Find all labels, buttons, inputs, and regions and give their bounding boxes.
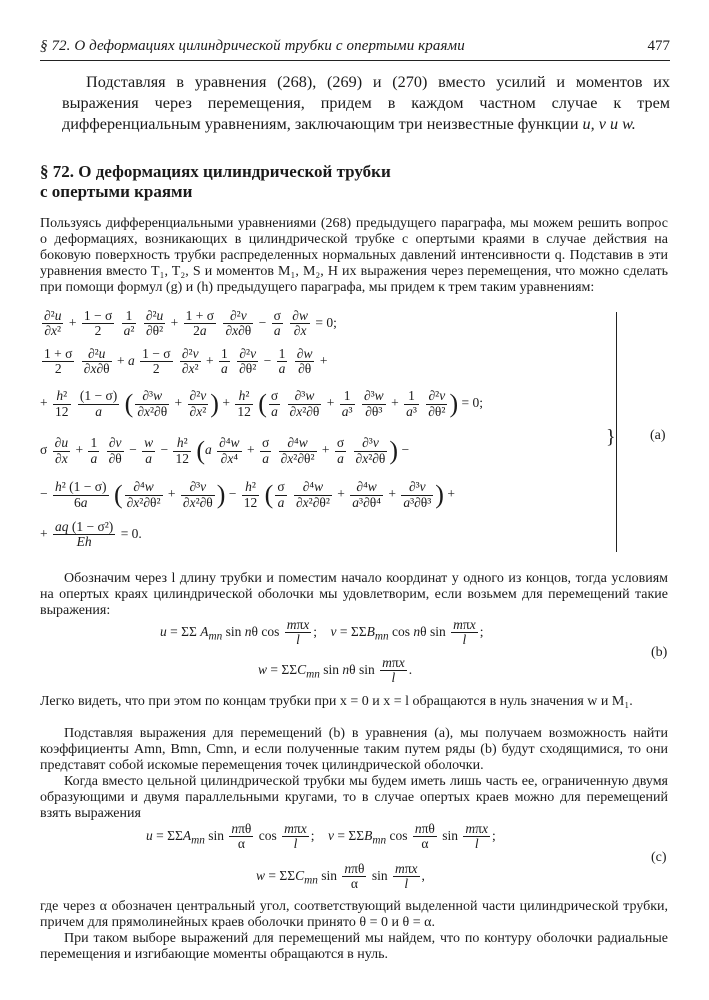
equation-a-line1: $\frac{\text{∂²u}}{\text{∂x²}}$ + $\frac{1 - \sigma}{2}$ $\frac{1}{\text{a²}}$ $\frac{\text{∂²u}}{\text{∂θ²}}$ + $\frac{1 + \sigma}{2a}$ $\frac{\text{∂²v}}{\partial x\partial\theta}$ − $\frac{\sigma}{a}$ $\frac{\partial w}{\partial x}$ = 0; <box>44 308 337 339</box>
equation-a-line2: $\frac{1 + \sigma}{2}$ $\frac{\text{∂²u}}{\partial x\partial\theta}$ + a $\frac{1 - \sigma}{2}$ $\frac{\text{∂²v}}{\text{∂x²}}$ + $\frac{1}{a}$ $\frac{\text{∂²v}}{\text{∂θ²}}$ − $\frac{1}{a}$ $\frac{\partial w}{\partial\theta}$ + <box>44 346 328 377</box>
paragraph-7: При таком выборе выражений для перемещений мы найдем, что по контуру оболочки радиальные перемещения и изгибающие моменты обращаются в нуль. <box>40 931 668 962</box>
intro-vars: u, v и w. <box>582 115 636 133</box>
paragraph-2: Обозначим через l длину трубки и поместим начало координат у одного из концов, тогда условиям на опертых краях цилиндрической оболочки мы удовлетворим, если возьмем для перемещений такие выражения: <box>40 571 668 618</box>
equation-b-line2: $w = \Sigma\Sigma C_{mn}$ sin nθ sin $\frac{\text{mπx}}{l}$ . <box>258 655 413 686</box>
equation-label-c: (c) <box>651 850 667 865</box>
page-number: 477 <box>647 38 670 54</box>
equation-c-line2: $w = \Sigma\Sigma C_{mn}$ sin $\frac{\text{nπθ}}{\alpha}$ sin $\frac{\text{mπx}}{l}$ , <box>256 861 425 892</box>
equation-b-line1: u = ΣΣ $A_{mn}$ sin nθ cos $\frac{\text{mπx}}{l}$ ; $v = \Sigma\Sigma B_{mn}$ cos nθ sin $\frac{\text{mπx}}{l}$ ; <box>160 617 484 648</box>
equation-c-line1: $u = \Sigma\Sigma A_{mn}$ sin $\frac{\text{nπθ}}{\alpha}$ cos $\frac{\text{mπx}}{l}$ ; $v = \Sigma\Sigma B_{mn}$ cos $\frac{\text{nπθ}}{\alpha}$ sin $\frac{\text{mπx}}{l}$ ; <box>146 821 496 852</box>
section-title <box>40 162 640 202</box>
equation-a-line4: σ $\frac{\partial u}{\partial x}$ + $\frac{1}{a}$ $\frac{\partial v}{\partial\theta}$ − $\frac{w}{a}$ − $\frac{\text{h²}}{12}$ (a $\frac{\text{∂⁴w}}{\text{∂x⁴}}$ + $\frac{\sigma}{a}$ $\frac{\text{∂⁴w}}{\text{∂x²∂θ²}}$ + $\frac{\sigma}{a}$ $\frac{\text{∂³v}}{\text{∂x²∂θ}}$ ) − <box>40 435 410 466</box>
running-head: § 72. О деформациях цилиндрической трубки с опертыми краями <box>40 38 465 54</box>
paragraph-5: Когда вместо цельной цилиндрической трубки мы будем иметь лишь часть ее, ограниченную двумя образующими и двумя параллельными кругами, то в случае опертых краев можно для перемещений взять выражения <box>40 774 668 821</box>
page-header <box>40 36 670 61</box>
equation-a-line5: − $\frac{\text{h² (1 − σ)}}{6a}$ ( $\frac{\text{∂⁴w}}{\text{∂x²∂θ²}}$ + $\frac{\text{∂³v}}{\text{∂x²∂θ}}$ ) − $\frac{\text{h²}}{12}$ ( $\frac{\sigma}{a}$ $\frac{\text{∂⁴w}}{\text{∂x²∂θ²}}$ + $\frac{\text{∂⁴w}}{\text{a³∂θ⁴}}$ + $\frac{\text{∂³v}}{\text{a³∂θ³}}$ ) + <box>40 479 455 510</box>
equation-a-brace <box>616 312 617 552</box>
intro-text: Подставляя в уравнения (268), (269) и (270) вместо усилий и моментов их выражения через перемещения, придем в каждом частном случае к трем дифференциальным уравнениям, заключающим три неизвестные функции <box>62 73 670 133</box>
paragraph-3: Легко видеть, что при этом по концам трубки при x = 0 и x = l обращаются в нуль значения w и M₁. <box>40 694 633 709</box>
equation-a-brace-tip: } <box>606 426 616 448</box>
equation-label-b: (b) <box>651 645 668 660</box>
equation-a-line3: + $\frac{\text{h²}}{12}$ $\frac{(1 - \sigma)}{a}$ ( $\frac{\text{∂³w}}{\text{∂x²∂θ}}$ + $\frac{\text{∂²v}}{\text{∂x²}}$ ) + $\frac{\text{h²}}{12}$ ( $\frac{\sigma}{a}$ $\frac{\text{∂³w}}{\text{∂x²∂θ}}$ + $\frac{1}{\text{a³}}$ $\frac{\text{∂³w}}{\text{∂θ³}}$ + $\frac{1}{\text{a³}}$ $\frac{\text{∂²v}}{\text{∂θ²}}$ ) = 0; <box>40 388 483 419</box>
intro-paragraph <box>62 72 670 135</box>
paragraph-6: где через α обозначен центральный угол, соответствующий выделенной части цилиндрической трубки, причем для прямолинейных краев оболочки принято θ = 0 и θ = α. <box>40 899 668 930</box>
section-title-line1: § 72. О деформациях цилиндрической трубки <box>40 162 391 181</box>
equation-label-a: (a) <box>650 428 666 443</box>
equation-a-line6: + $\frac{\text{aq (1 − σ²)}}{Eh}$ = 0. <box>40 519 142 550</box>
paragraph-1: Пользуясь дифференциальными уравнениями (268) предыдущего параграфа, мы можем решить вопрос о деформациях, возникающих в цилиндрической трубке с опертыми краями в случае действия на боковую поверхность трубки распределенных нормальных давлений интенсивности q. Подставив в эти уравнения вместо T₁, T₂, S и моментов M₁, M₂, H их выражения через перемещения, что можно сделать при помощи формул (g) и (h) предыдущего параграфа, мы придем к трем таким уравнениям: <box>40 216 668 295</box>
paragraph-4: Подставляя выражения для перемещений (b) в уравнения (a), мы получаем возможность найти коэффициенты Amn, Bmn, Cmn, и если полученные таким путем ряды (b) будут сходящимися, то они представят собой искомые перемещения точек цилиндрической оболочки. <box>40 726 668 773</box>
section-title-line2: с опертыми краями <box>40 182 193 201</box>
